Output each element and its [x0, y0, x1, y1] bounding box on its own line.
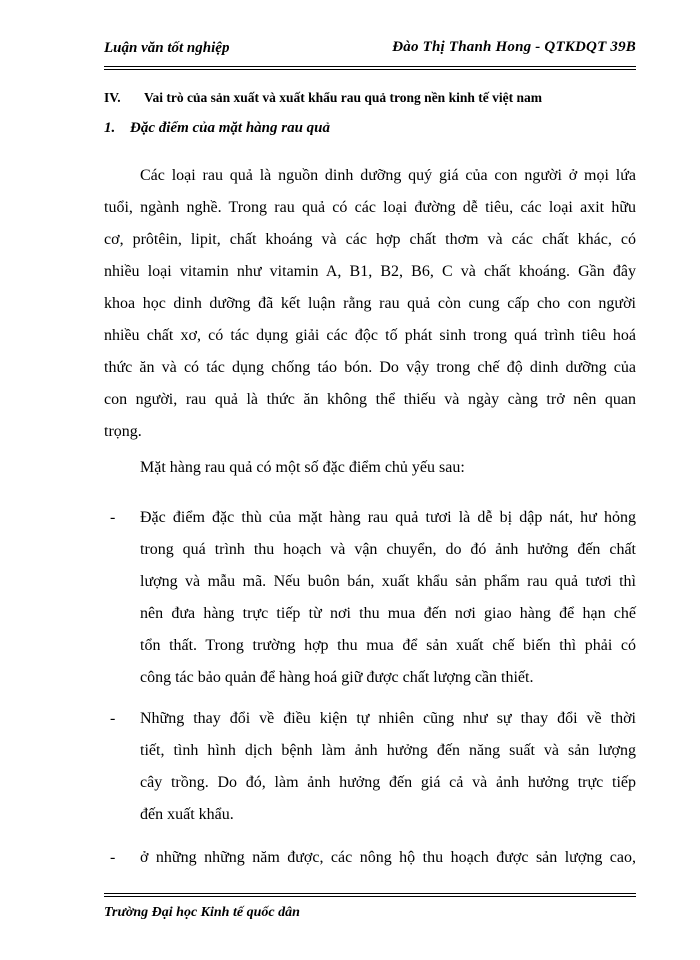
- bullet-dash: -: [110, 710, 116, 727]
- paragraph-line: trọng.: [104, 423, 142, 440]
- bullet-line: Những thay đổi về điều kiện tự nhiên cũng như sự thay đổi về thời: [140, 710, 636, 727]
- bullet-line: tiết, tình hình dịch bệnh làm ảnh hưởng đến năng suất và sản lượng: [140, 742, 636, 759]
- footer-rule-double: [104, 896, 636, 897]
- bullet-line: Đặc điểm đặc thù của mặt hàng rau quả tươi là dễ bị dập nát, hư hỏng: [140, 509, 636, 526]
- paragraph-line: thức ăn và có tác dụng chống táo bón. Do vậy trong chế độ dinh dưỡng của: [104, 359, 636, 376]
- header-author: Đào Thị Thanh Hong - QTKDQT 39B: [392, 39, 636, 55]
- header-thesis-label: Luận văn tốt nghiệp: [104, 40, 230, 56]
- header-rule: [104, 66, 636, 67]
- page-footer: Trường Đại học Kinh tế quốc dân: [104, 905, 300, 920]
- paragraph-line: cơ, prôtêin, lipit, chất khoáng và các hợp chất thơm và các chất khác, có: [104, 231, 636, 248]
- header-rule-double: [104, 69, 636, 70]
- paragraph-line: con người, rau quả là thức ăn không thể thiếu và ngày càng trở nên quan: [104, 391, 636, 408]
- bullet-line: đến xuất khẩu.: [140, 806, 234, 823]
- footer-rule: [104, 893, 636, 894]
- subsection-heading: [104, 120, 330, 137]
- paragraph-line: khoa học dinh dưỡng đã kết luận rằng rau quả còn cung cấp cho con người: [104, 295, 636, 312]
- bullet-line: tổn thất. Trong trường hợp thu mua để sản xuất chế biến thì phải có: [140, 637, 636, 654]
- bullet-line: công tác bảo quản để hàng hoá giữ được chất lượng cần thiết.: [140, 669, 534, 686]
- bullet-dash: -: [110, 849, 116, 866]
- section-heading: [104, 90, 644, 106]
- bullet-line: lượng và mẫu mã. Nếu buôn bán, xuất khẩu sản phẩm rau quả tươi thì: [140, 573, 636, 590]
- bullet-line: ở những những năm được, các nông hộ thu hoạch được sản lượng cao,: [140, 849, 636, 866]
- bullet-line: cây trồng. Do đó, làm ảnh hưởng đến giá cả và ảnh hưởng trực tiếp: [140, 774, 636, 791]
- bullet-line: trong quá trình thu hoạch và vận chuyển, do đó ảnh hưởng đến chất: [140, 541, 636, 558]
- paragraph-nutrition: [104, 160, 636, 448]
- paragraph-characteristics-intro: [104, 452, 636, 484]
- section-title: Vai trò của sản xuất và xuất khẩu rau quả trong nền kinh tế việt nam: [144, 90, 542, 105]
- page-header: [104, 36, 636, 66]
- paragraph-line: Mặt hàng rau quả có một số đặc điểm chủ yếu sau:: [140, 459, 465, 476]
- section-number: IV.: [104, 90, 121, 105]
- paragraph-line: nhiều loại vitamin như vitamin A, B1, B2, B6, C và chất khoáng. Gần đây: [104, 263, 636, 280]
- subsection-number: 1.: [104, 120, 116, 136]
- bullet-line: nên đưa hàng trực tiếp từ nơi thu mua đến nơi giao hàng để hạn chế: [140, 605, 636, 622]
- paragraph-line: nhiều chất xơ, có tác dụng giải các độc tố phát sinh trong quá trình tiêu hoá: [104, 327, 636, 344]
- paragraph-line: Các loại rau quả là nguồn dinh dưỡng quý giá của con người ở mọi lứa: [140, 167, 636, 184]
- paragraph-line: tuổi, ngành nghề. Trong rau quả có các loại đường dễ tiêu, các loại axit hữu: [104, 199, 636, 216]
- subsection-title: Đặc điểm của mặt hàng rau quả: [130, 120, 331, 136]
- bullet-dash: -: [110, 509, 116, 526]
